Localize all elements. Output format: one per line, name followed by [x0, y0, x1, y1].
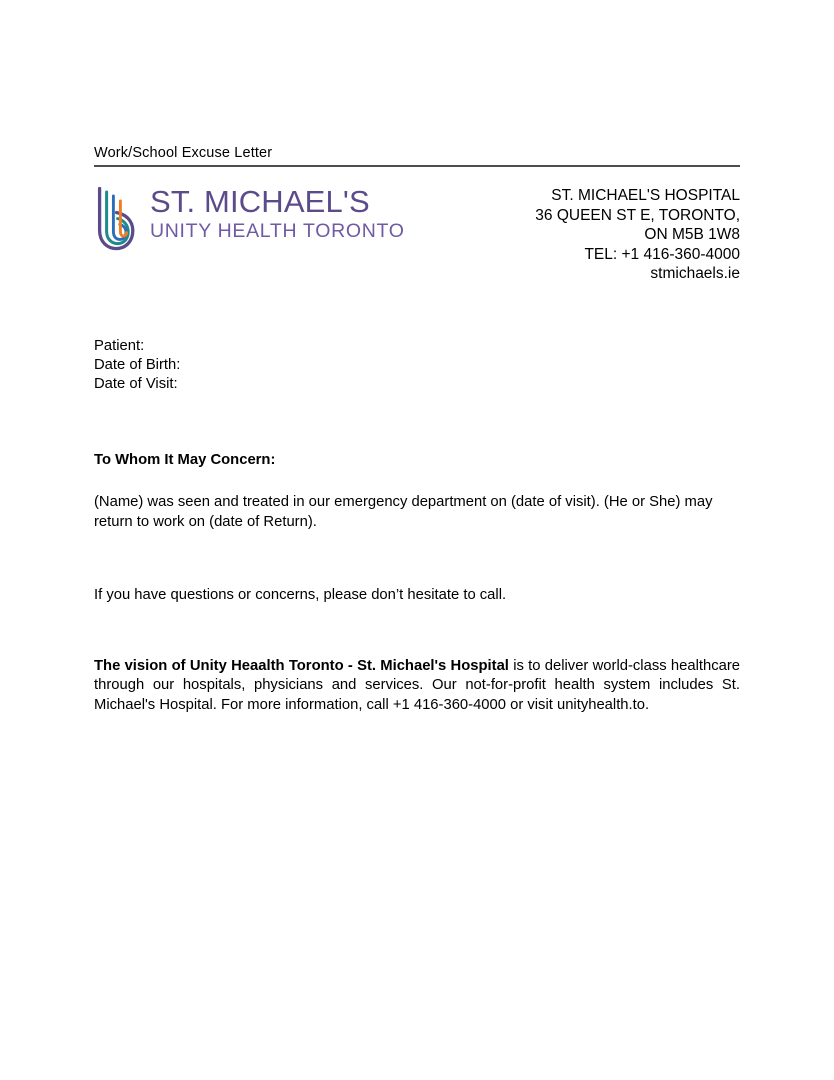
field-patient: Patient:	[94, 338, 145, 354]
letterhead	[94, 178, 740, 284]
address-line-street: 36 QUEEN ST E, TORONTO,	[535, 206, 740, 224]
field-date-of-visit: Date of Visit:	[94, 376, 178, 392]
address-line-website: stmichaels.ie	[650, 265, 740, 282]
vision-paragraph-rest: is to deliver world-class healthcare through our hospitals, physicians and services. Our not-for-profit health system includes St. Michael's Hospital. For more information, call +1 416-360-4000 or visit unityhealth.to.	[94, 657, 740, 713]
page-title: Work/School Excuse Letter	[94, 145, 273, 161]
salutation: To Whom It May Concern:	[94, 452, 276, 468]
body-paragraph: (Name) was seen and treated in our emergency department on (date of visit). (He or She) may return to work on (date of Return).	[94, 494, 713, 530]
address-line-hospital-name: ST. MICHAEL'S HOSPITAL	[551, 187, 740, 204]
vision-paragraph	[94, 657, 740, 716]
patient-fields	[94, 337, 740, 394]
field-date-of-birth: Date of Birth:	[94, 357, 181, 373]
hospital-address-block	[535, 178, 740, 284]
logo-brand-name: ST. MICHAEL'S	[150, 184, 370, 219]
hospital-logo	[94, 178, 405, 252]
header-divider	[94, 165, 740, 167]
logo-brand-tagline: UNITY HEALTH TORONTO	[150, 220, 405, 242]
document-header	[94, 144, 740, 167]
unity-health-leaf-mark	[94, 182, 140, 252]
address-line-postal: ON M5B 1W8	[644, 226, 740, 243]
letter-body	[94, 337, 740, 715]
vision-paragraph-lead: The vision of Unity Heaalth Toronto - St. Michael's Hospital	[94, 657, 509, 674]
address-line-telephone: TEL: +1 416-360-4000	[584, 245, 740, 263]
call-paragraph: If you have questions or concerns, please don’t hesitate to call.	[94, 587, 507, 603]
logo-wordmark	[150, 182, 405, 243]
